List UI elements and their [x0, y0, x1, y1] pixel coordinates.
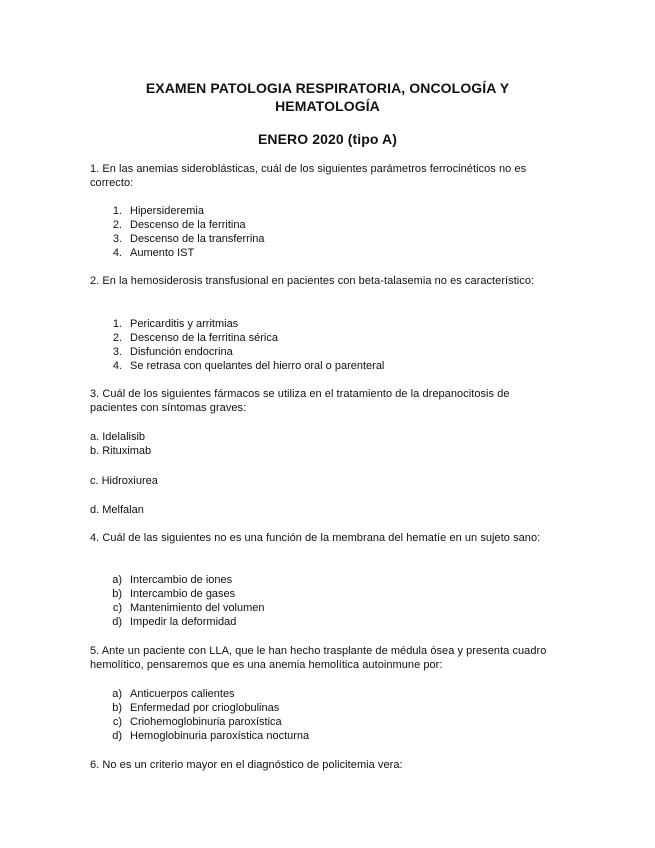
option-marker: d) [112, 616, 122, 628]
option-marker: 1. [112, 318, 122, 330]
question-4-text: 4. Cuál de las siguientes no es una función de la membrana del hematíe en un sujeto sano: [90, 532, 541, 544]
option-text: Aumento IST [130, 247, 195, 259]
option-marker: c) [112, 602, 122, 614]
option-marker: 3. [112, 346, 122, 358]
option-marker: c) [112, 716, 122, 728]
option-marker: 3. [112, 233, 122, 245]
option-text: Impedir la deformidad [130, 616, 237, 628]
option-text: Criohemoglobinuria paroxística [130, 716, 282, 728]
exam-subtitle: ENERO 2020 (tipo A) [257, 131, 398, 147]
question-1-text: 1. En las anemias sideroblásticas, cuál de los siguientes parámetros ferrocinéticos no es correcto: [90, 163, 527, 189]
question-6-text: 6. No es un criterio mayor en el diagnóstico de policitemia vera: [90, 759, 403, 771]
option-text: b. Rituximab [90, 445, 152, 457]
option-text: c. Hidroxiurea [90, 475, 158, 487]
option-text: Pericarditis y arritmias [130, 318, 239, 330]
option-marker: 4. [112, 247, 122, 259]
exam-title-line2: HEMATOLOGÍA [275, 98, 380, 114]
option-text: Descenso de la ferritina sérica [130, 332, 278, 344]
option-text: Enfermedad por crioglobulinas [130, 702, 280, 714]
option-marker: 4. [112, 360, 122, 372]
option-text: a. Idelalisib [90, 431, 146, 443]
option-marker: a) [112, 574, 122, 586]
option-text: Intercambio de iones [130, 574, 233, 586]
option-text: Anticuerpos calientes [130, 688, 235, 700]
option-text: Descenso de la transferrina [130, 233, 265, 245]
option-text: Hemoglobinuria paroxística nocturna [130, 730, 310, 742]
question-3-text: 3. Cuál de los siguientes fármacos se utiliza en el tratamiento de la drepanocitosis de pacientes con síntomas graves: [90, 388, 510, 414]
option-text: Hipersideremia [130, 205, 204, 217]
option-text: Disfunción endocrina [130, 346, 233, 358]
option-text: Intercambio de gases [130, 588, 236, 600]
option-marker: 1. [112, 205, 122, 217]
exam-title-line1: EXAMEN PATOLOGIA RESPIRATORIA, ONCOLOGÍA Y [145, 80, 510, 96]
option-marker: d) [112, 730, 122, 742]
option-text: Descenso de la ferritina [130, 219, 246, 231]
option-text: Mantenimiento del volumen [130, 602, 265, 614]
option-text: d. Melfalan [90, 504, 144, 516]
option-marker: b) [112, 702, 122, 714]
option-text: Se retrasa con quelantes del hierro oral o parenteral [130, 360, 385, 372]
option-marker: 2. [112, 332, 122, 344]
question-2-text: 2. En la hemosiderosis transfusional en pacientes con beta-talasemia no es característico: [90, 275, 535, 287]
option-marker: b) [112, 588, 122, 600]
option-marker: a) [112, 688, 122, 700]
question-5-text: 5. Ante un paciente con LLA, que le han hecho trasplante de médula ósea y presenta cuadro hemolítico, pensaremos que es una anemia hemolítica autoinmune por: [90, 645, 547, 671]
option-marker: 2. [112, 219, 122, 231]
